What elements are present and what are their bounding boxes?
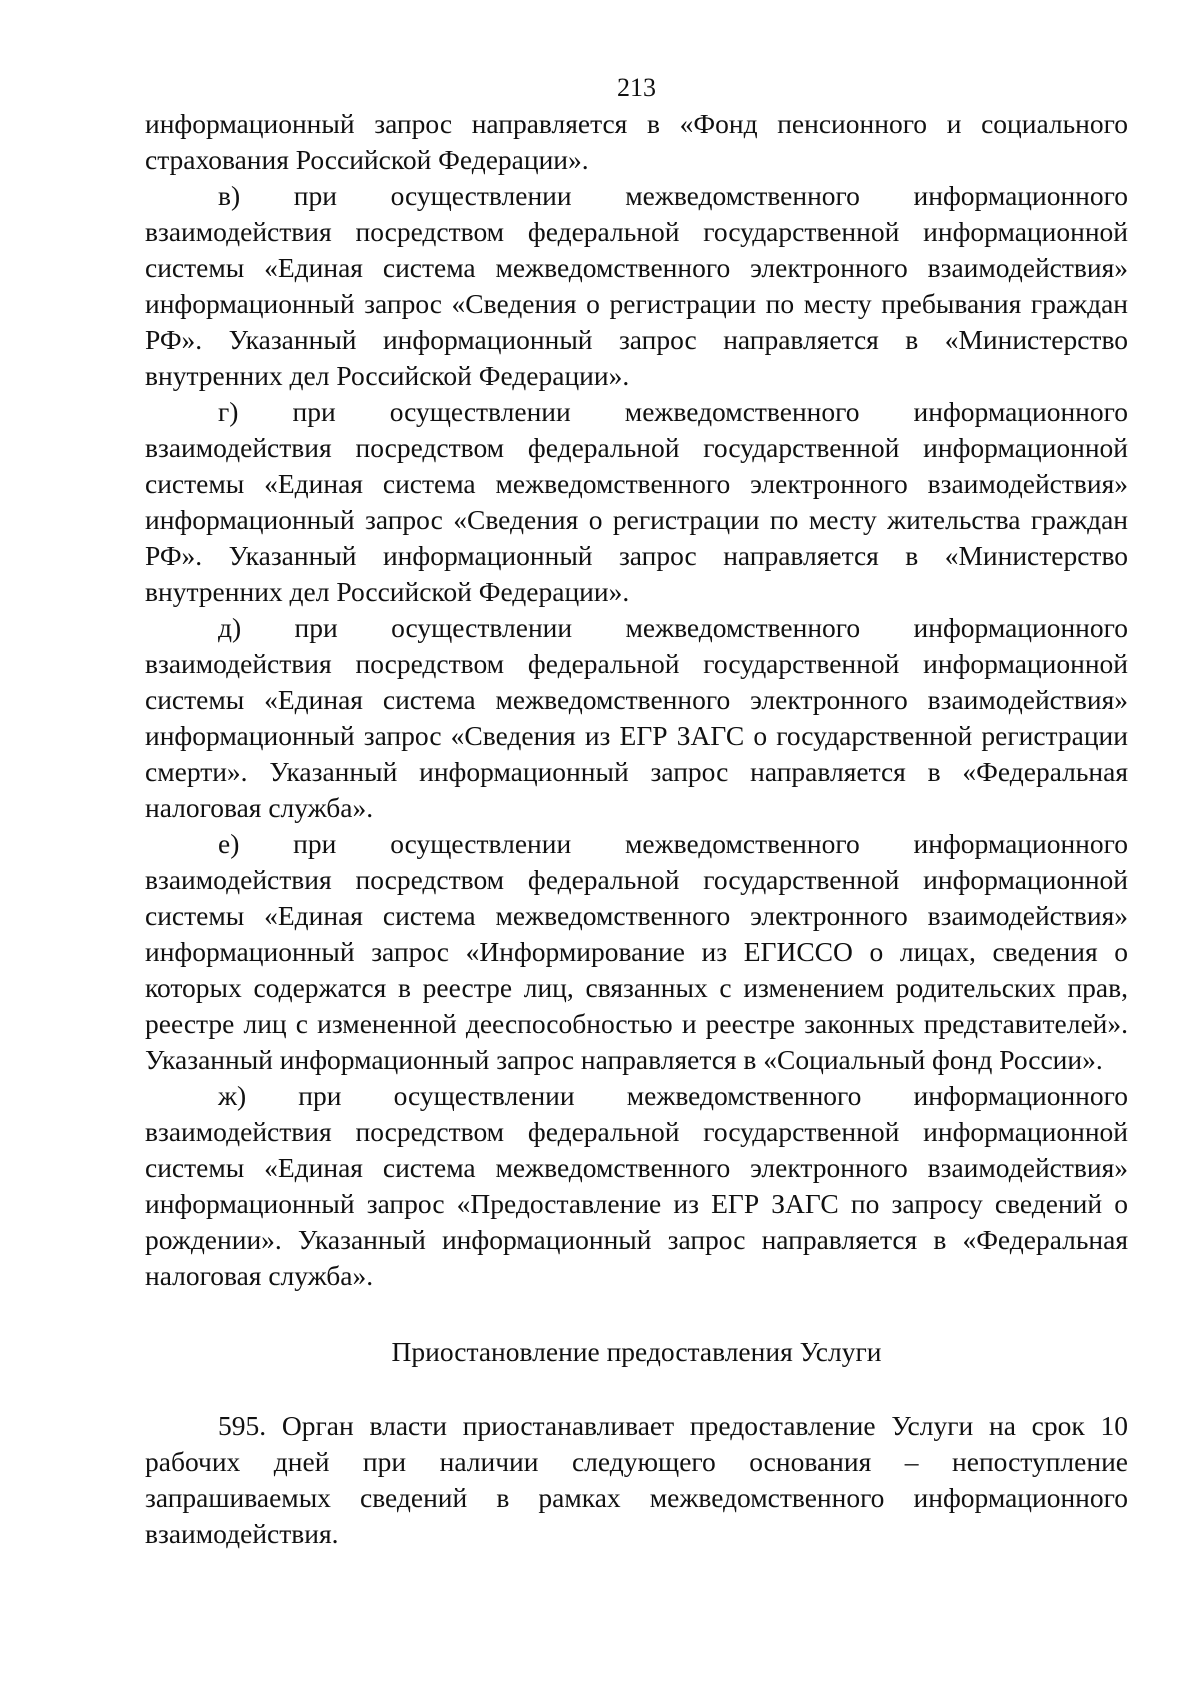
paragraph-595: 595. Орган власти приостанавливает предоставление Услуги на срок 10 рабочих дней при наличии следующего основания – непоступление запрашиваемых сведений в рамках межведомственного информационного взаимодействия. bbox=[145, 1410, 1128, 1549]
document-page bbox=[145, 70, 1128, 1552]
paragraph-continuation: информационный запрос направляется в «Фонд пенсионного и социального страхования Российской Федерации». bbox=[145, 108, 1128, 175]
paragraph-item-zh: ж) при осуществлении межведомственного информационного взаимодействия посредством федеральной государственной информационной системы «Единая система межведомственного электронного взаимодействия» информационный запрос «Предоставление из ЕГР ЗАГС по запросу сведений о рождении». Указанный информационный запрос направляется в «Федеральная налоговая служба». bbox=[145, 1080, 1128, 1291]
page-number: 213 bbox=[617, 73, 656, 102]
paragraph-item-v: в) при осуществлении межведомственного информационного взаимодействия посредством федеральной государственной информационной системы «Единая система межведомственного электронного взаимодействия» информационный запрос «Сведения о регистрации по месту пребывания граждан РФ». Указанный информационный запрос направляется в «Министерство внутренних дел Российской Федерации». bbox=[145, 180, 1128, 391]
paragraph-item-e: е) при осуществлении межведомственного информационного взаимодействия посредством федеральной государственной информационной системы «Единая система межведомственного электронного взаимодействия» информационный запрос «Информирование из ЕГИССО о лицах, сведения о которых содержатся в реестре лиц, связанных с изменением родительских прав, реестре лиц с измененной дееспособностью и реестре законных представителей». Указанный информационный запрос направляется в «Социальный фонд России». bbox=[145, 828, 1128, 1075]
paragraph-item-g: г) при осуществлении межведомственного информационного взаимодействия посредством федеральной государственной информационной системы «Единая система межведомственного электронного взаимодействия» информационный запрос «Сведения о регистрации по месту жительства граждан РФ». Указанный информационный запрос направляется в «Министерство внутренних дел Российской Федерации». bbox=[145, 396, 1128, 607]
section-heading: Приостановление предоставления Услуги bbox=[391, 1336, 882, 1367]
paragraph-item-d: д) при осуществлении межведомственного информационного взаимодействия посредством федеральной государственной информационной системы «Единая система межведомственного электронного взаимодействия» информационный запрос «Сведения из ЕГР ЗАГС о государственной регистрации смерти». Указанный информационный запрос направляется в «Федеральная налоговая служба». bbox=[145, 612, 1128, 823]
